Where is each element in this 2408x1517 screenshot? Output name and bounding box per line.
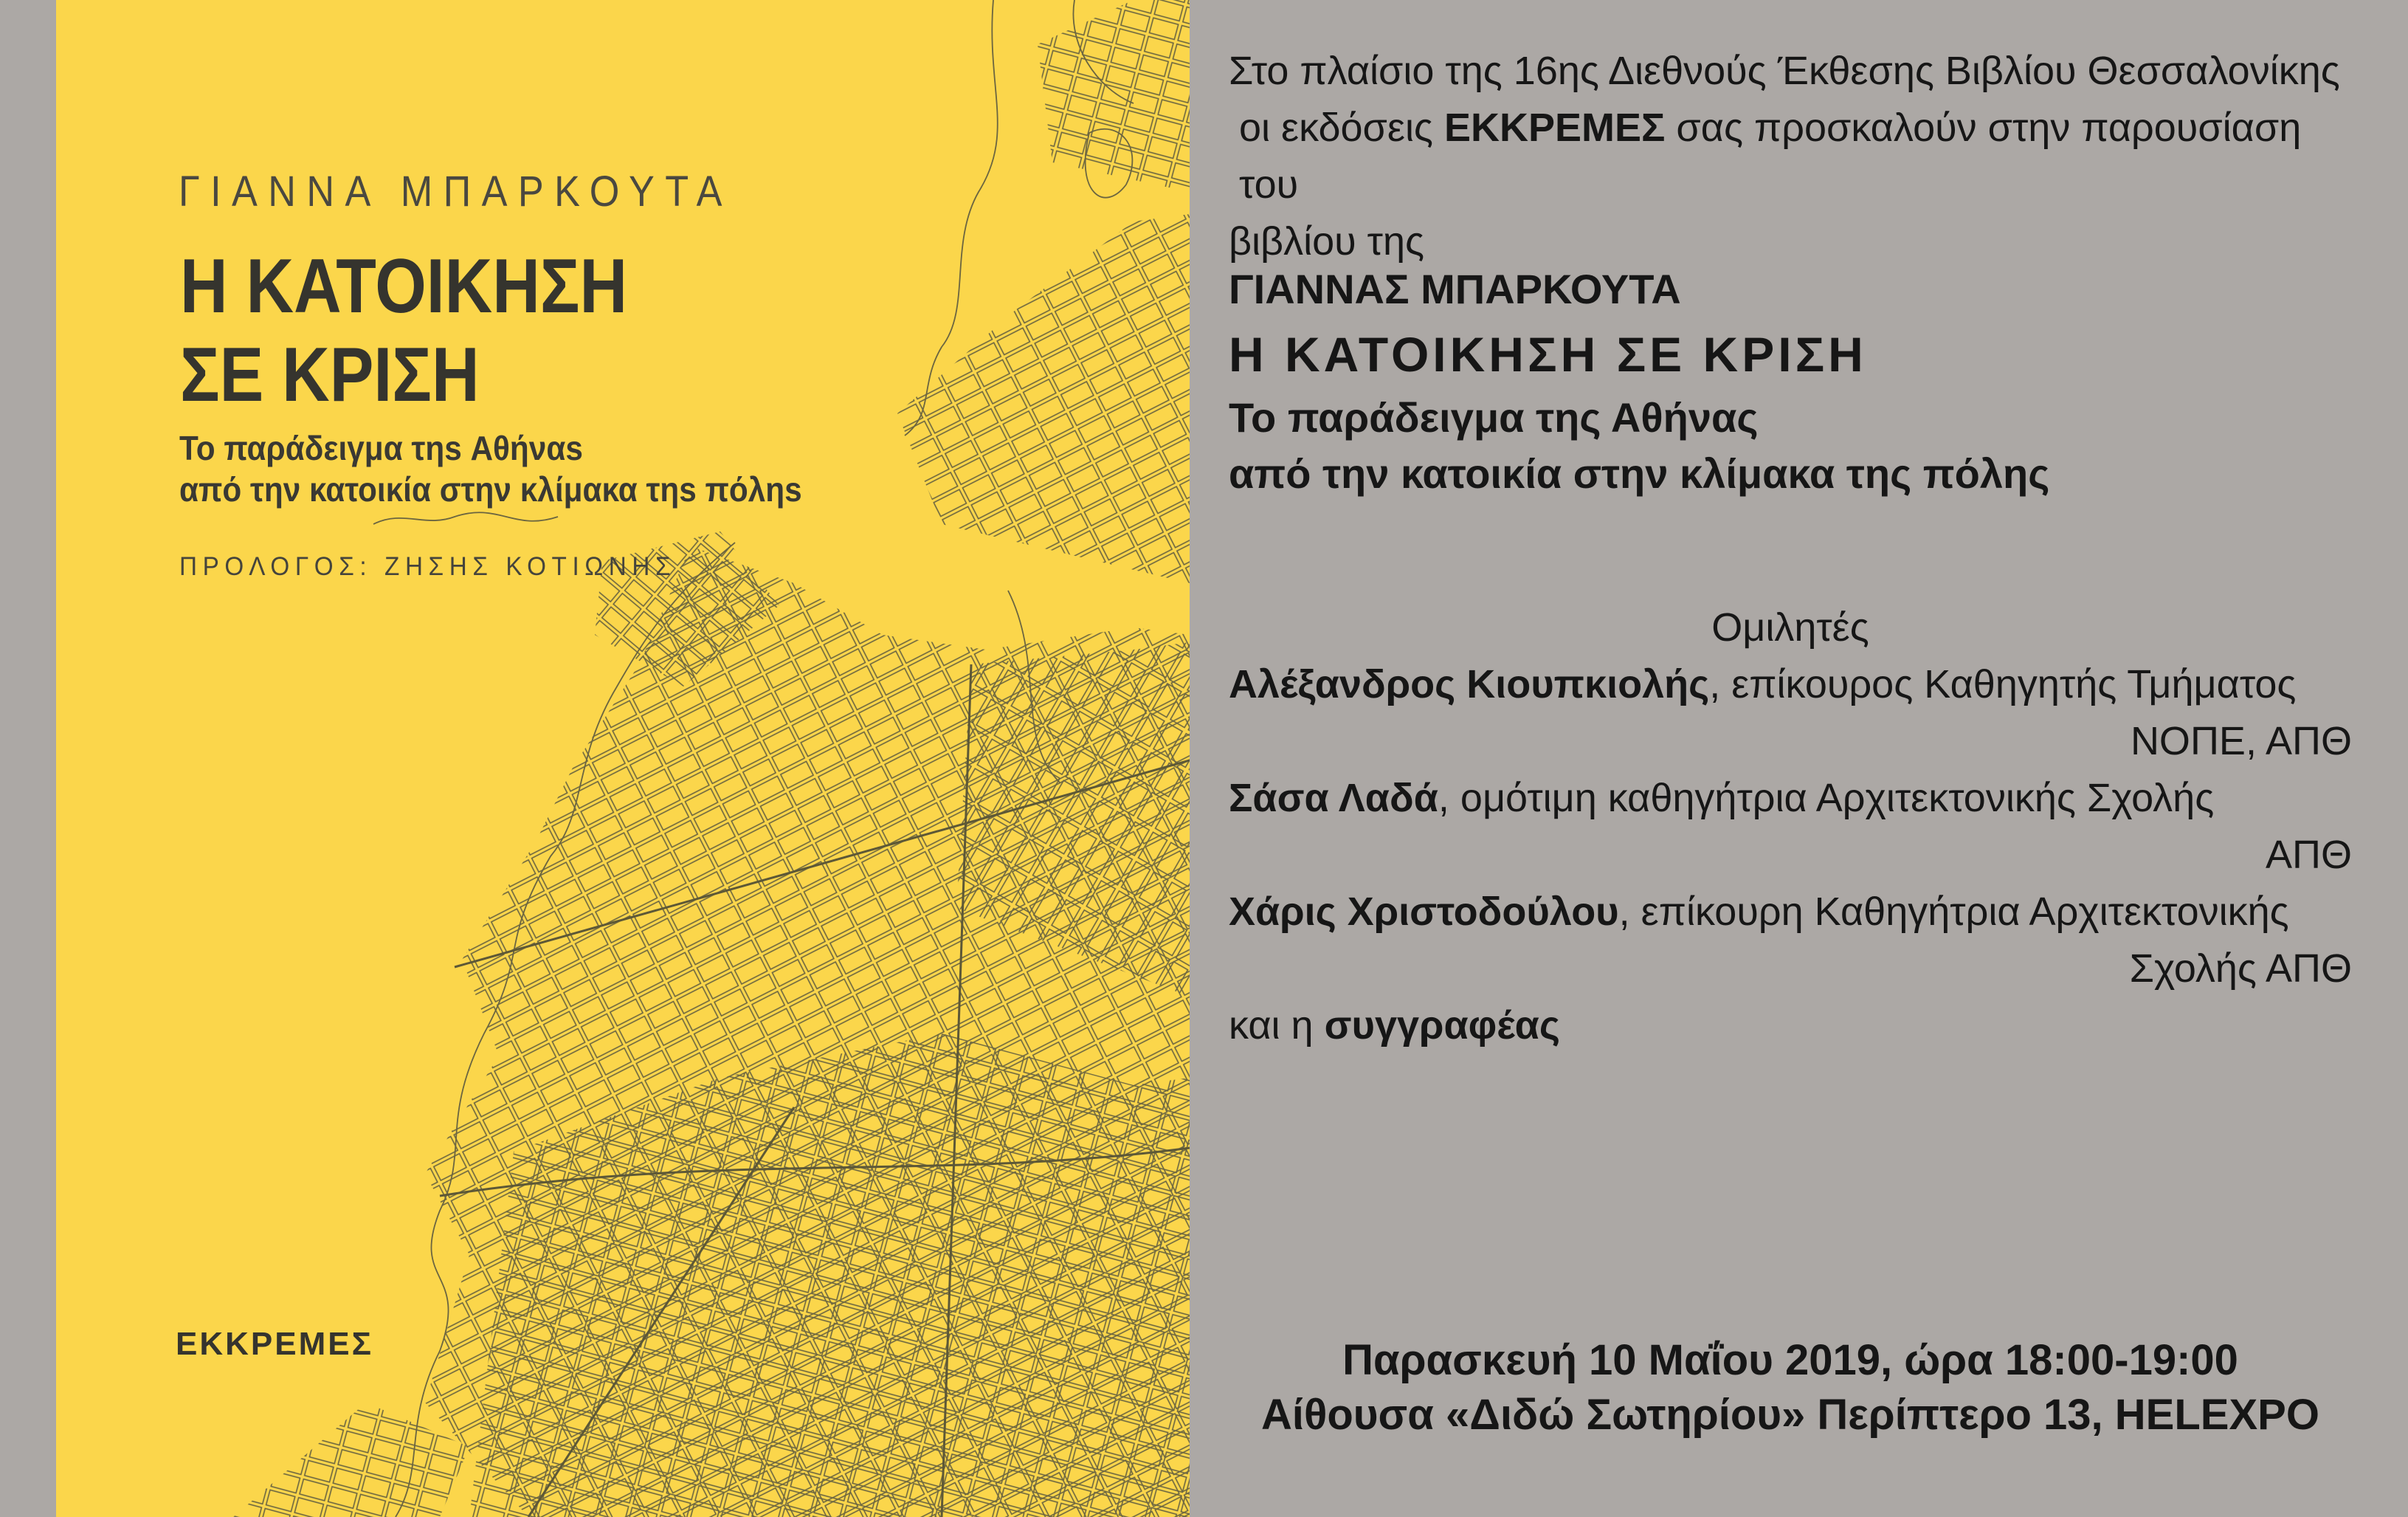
intro-line3: βιβλίου της bbox=[1229, 219, 1425, 264]
speaker-entry bbox=[1229, 656, 2352, 713]
speaker-name: Αλέξανδρος Κιουπκιολής bbox=[1229, 662, 1710, 706]
book-cover bbox=[56, 0, 1190, 1517]
cover-prologue: ΠΡΟΛΟΓΟΣ: ΖΗΣΗΣ ΚΟΤΙΩΝΗΣ bbox=[179, 552, 677, 581]
event-details-block bbox=[1229, 1333, 2352, 1442]
cover-subtitle-line1: Το παράδειγμα τηs Αθήναs bbox=[179, 429, 583, 467]
speaker-role: , ομότιμη καθηγήτρια Αρχιτεκτονικής Σχολής bbox=[1438, 776, 2215, 820]
speaker-role: , επίκουρη Καθηγήτρια Αρχιτεκτονικής bbox=[1618, 890, 2289, 934]
speaker-role-continuation: ΑΠΘ bbox=[2265, 833, 2352, 877]
speaker-entry bbox=[1229, 770, 2352, 827]
author-as-speaker: συγγραφέας bbox=[1324, 1003, 1560, 1048]
book-title: Η ΚΑΤΟΙΚΗΣΗ ΣΕ ΚΡΙΣΗ bbox=[1229, 327, 1867, 382]
speaker-name: Χάρις Χριστοδούλου bbox=[1229, 890, 1619, 934]
invitation-panel bbox=[1190, 0, 2408, 1517]
intro-line2: οι εκδόσεις ΕΚΚΡΕΜΕΣ σας προσκαλούν στην παρουσίαση του bbox=[1239, 106, 2302, 207]
cover-subtitle-line2: από την κατοικία στην κλίμακα τηs πόληs bbox=[179, 470, 802, 509]
book-author-genitive: ΓΙΑΝΝΑΣ ΜΠΑΡΚΟΥΤΑ bbox=[1229, 266, 1681, 312]
publisher-name-bold: ΕΚΚΡΕΜΕΣ bbox=[1443, 106, 1666, 150]
book-subtitle-line1: Το παράδειγμα της Αθήνας bbox=[1229, 394, 1759, 441]
speaker-role-continuation: ΝΟΠΕ, ΑΠΘ bbox=[2130, 719, 2352, 763]
cover-publisher-logo: ΕΚΚΡΕΜΕΣ bbox=[176, 1326, 373, 1362]
speakers-heading: Ομιλητές bbox=[1711, 605, 1869, 650]
book-info-block bbox=[1229, 260, 2352, 502]
speakers-block bbox=[1229, 599, 2352, 1054]
cover-title-line1: Η ΚΑΤΟΙΚΗΣΗ bbox=[180, 244, 628, 329]
intro-line1: Στο πλαίσιο της 16ης Διεθνούς Έκθεσης Βιβλίου Θεσσαλονίκης bbox=[1229, 49, 2340, 93]
speaker-role-continuation: Σχολής ΑΠΘ bbox=[2129, 946, 2352, 991]
speakers-closing: και η συγγραφέας bbox=[1229, 1003, 1560, 1048]
athens-map-illustration bbox=[56, 0, 1190, 1517]
speaker-entry bbox=[1229, 884, 2352, 940]
intro-paragraph bbox=[1229, 43, 2352, 270]
book-subtitle-line2: από την κατοικία στην κλίμακα της πόλης bbox=[1229, 450, 2050, 497]
event-datetime: Παρασκευή 10 Μαΐου 2019, ώρα 18:00-19:00 bbox=[1342, 1336, 2238, 1384]
cover-title-line2: ΣΕ ΚΡΙΣΗ bbox=[180, 332, 480, 418]
speaker-name: Σάσα Λαδά bbox=[1229, 776, 1438, 820]
cover-author: ΓΙΑΝΝΑ ΜΠΑΡΚΟΥΤΑ bbox=[179, 168, 733, 216]
speaker-role: , επίκουρος Καθηγητής Τμήματος bbox=[1709, 662, 2297, 706]
event-venue: Αίθουσα «Διδώ Σωτηρίου» Περίπτερο 13, HELEXPO bbox=[1261, 1391, 2319, 1439]
